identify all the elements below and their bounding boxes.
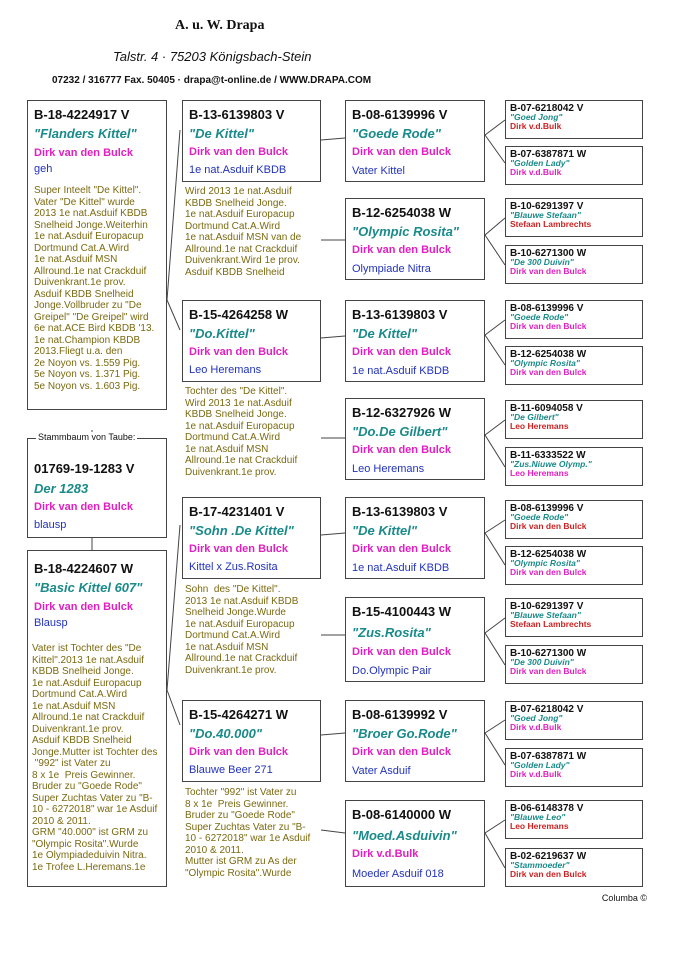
gen4-ring: B-12-6254038 W (510, 549, 587, 560)
gen4-breeder: Dirk van den Bulck (510, 321, 587, 331)
gen3-name: "Zus.Rosita" (352, 625, 431, 640)
gen2-notes-1: Wird 2013 1e nat.Asduif KBDB Snelheid Jonge. 1e nat.Asduif Europacup Dortmund Cat.A.Wird 1e nat.Asduif MSN van de Allround.1e nat Crackduif Duivenkrant.Wird 1e prov. Asduif KBDB Snelheid (185, 186, 302, 278)
gen3-extra: Vater Asduif (352, 765, 411, 777)
footer-credit: Columba © (601, 893, 647, 903)
gen4-card-7 (505, 400, 643, 439)
gen3-card-6 (345, 597, 485, 682)
breeder-name: A. u. W. Drapa (175, 18, 265, 33)
gen4-ring: B-10-6271300 W (510, 248, 587, 259)
gen4-name: "Olympic Rosita" (510, 558, 580, 568)
gen4-name: "Blauwe Stefaan" (510, 210, 581, 220)
gen3-extra: Olympiade Nitra (352, 263, 431, 275)
gen4-ring: B-11-6094058 V (510, 403, 583, 414)
gen3-name: "De Kittel" (352, 326, 418, 341)
gen4-ring: B-08-6139996 V (510, 503, 584, 514)
gen4-name: "Stammoeder" (510, 860, 570, 870)
subject-color: blausp (34, 519, 67, 531)
gen4-ring: B-06-6148378 V (510, 803, 584, 814)
gen2-card-1 (182, 100, 321, 182)
gen4-card-11 (505, 598, 643, 637)
gen3-breeder: Dirk v.d.Bulk (352, 848, 419, 860)
gen4-breeder: Dirk van den Bulck (510, 266, 587, 276)
gen2-breeder: Dirk van den Bulck (189, 543, 289, 555)
gen4-ring: B-07-6387871 W (510, 751, 587, 762)
gen4-name: "Golden Lady" (510, 158, 570, 168)
gen4-breeder: Dirk van den Bulck (510, 869, 587, 879)
dam-card (27, 550, 167, 887)
gen3-ring: B-13-6139803 V (352, 504, 448, 519)
gen3-extra: Leo Heremans (352, 463, 425, 475)
subject-name: Der 1283 (34, 481, 89, 496)
gen3-ring: B-12-6254038 W (352, 205, 451, 220)
sire-card (27, 100, 167, 410)
gen4-card-2 (505, 146, 643, 185)
sire-breeder: Dirk van den Bulck (34, 147, 134, 159)
gen3-breeder: Dirk van den Bulck (352, 646, 452, 658)
dam-ring: B-18-4224607 W (34, 561, 133, 576)
gen3-breeder: Dirk van den Bulck (352, 346, 452, 358)
gen4-name: "Goed Jong" (510, 112, 563, 122)
gen4-ring: B-10-6271300 W (510, 648, 587, 659)
gen4-card-10 (505, 546, 643, 585)
gen4-card-8 (505, 447, 643, 486)
sire-notes: Super Inteelt "De Kittel". Vater "De Kittel" wurde 2013 1e nat.Asduif KBDB Snelheid Jonge.Weiterhin 1e nat.Asduif Europacup Dortmund Cat.A.Wird 1e nat.Asduif MSN Allround.1e nat Crackduif Duivenkrant.1e prov. Asduif KBDB Snelheid Jonge.Vollbruder zu "De Greipel" "De Greipel" wird 6e nat.ACE Bird KBDB '13. 1e nat.Champion KBDB 2013.Fliegt u.a. den 2e Noyon vs. 1.559 Pig. 5e Noyon vs. 1.371 Pig. 5e Noyon vs. 1.603 Pig. (34, 185, 155, 392)
gen3-ring: B-08-6140000 W (352, 807, 451, 822)
dam-color: Blausp (34, 617, 68, 629)
subject-card (27, 438, 167, 538)
gen4-card-16 (505, 848, 643, 887)
gen4-card-6 (505, 346, 643, 385)
gen2-ring: B-15-4264271 W (189, 707, 288, 722)
subject-breeder: Dirk van den Bulck (34, 501, 134, 513)
gen4-breeder: Dirk v.d.Bulk (510, 167, 562, 177)
gen4-breeder: Dirk v.d.Bulk (510, 121, 562, 131)
gen4-card-13 (505, 701, 643, 740)
gen2-name: "Do.Kittel" (189, 326, 255, 341)
gen4-ring: B-07-6218042 V (510, 103, 584, 114)
gen3-ring: B-08-6139996 V (352, 107, 448, 122)
gen4-breeder: Stefaan Lambrechts (510, 619, 592, 629)
breeder-contact: 07232 / 316777 Fax. 50405 · drapa@t-online.de / WWW.DRAPA.COM (52, 75, 372, 86)
gen2-breeder: Dirk van den Bulck (189, 746, 289, 758)
gen3-breeder: Dirk van den Bulck (352, 444, 452, 456)
gen4-ring: B-10-6291397 V (510, 601, 584, 612)
gen3-card-5 (345, 497, 485, 579)
gen3-breeder: Dirk van den Bulck (352, 746, 452, 758)
gen4-breeder: Dirk v.d.Bulk (510, 722, 562, 732)
gen3-card-8 (345, 800, 485, 887)
gen4-name: "Zus.Niuwe Olymp." (510, 459, 592, 469)
gen4-name: "Blauwe Leo" (510, 812, 566, 822)
gen4-ring: B-08-6139996 V (510, 303, 584, 314)
sire-ring: B-18-4224917 V (34, 107, 130, 122)
gen3-name: "Olympic Rosita" (352, 224, 459, 239)
gen2-extra: Blauwe Beer 271 (189, 764, 273, 776)
gen2-breeder: Dirk van den Bulck (189, 346, 289, 358)
gen4-ring: B-07-6387871 W (510, 149, 587, 160)
gen2-extra: Kittel x Zus.Rosita (189, 561, 278, 573)
gen3-ring: B-08-6139992 V (352, 707, 448, 722)
gen4-breeder: Dirk van den Bulck (510, 367, 587, 377)
gen2-ring: B-15-4264258 W (189, 307, 288, 322)
gen4-name: "Goede Rode" (510, 312, 569, 322)
gen4-name: "Golden Lady" (510, 760, 570, 770)
gen3-ring: B-12-6327926 W (352, 405, 451, 420)
gen2-extra: Leo Heremans (189, 364, 262, 376)
gen4-card-1 (505, 100, 643, 139)
dam-name: "Basic Kittel 607" (34, 580, 143, 595)
gen4-ring: B-10-6291397 V (510, 201, 584, 212)
gen3-card-7 (345, 700, 485, 782)
subject-ring: 01769-19-1283 V (34, 461, 135, 476)
gen2-ring: B-13-6139803 V (189, 107, 285, 122)
gen3-card-1 (345, 100, 485, 182)
gen4-name: "Blauwe Stefaan" (510, 610, 581, 620)
gen2-extra: 1e nat.Asduif KBDB (189, 164, 287, 176)
sire-name: "Flanders Kittel" (34, 126, 137, 141)
gen2-notes-2: Tochter des "De Kittel". Wird 2013 1e nat.Asduif KBDB Snelheid Jonge. 1e nat.Asduif Europacup Dortmund Cat.A.Wird 1e nat.Asduif MSN Allround.1e nat Crackduif Duivenkrant.1e prov. (185, 386, 298, 478)
gen4-ring: B-07-6218042 V (510, 704, 584, 715)
gen4-ring: B-12-6254038 W (510, 349, 587, 360)
gen2-card-4 (182, 700, 321, 782)
gen3-breeder: Dirk van den Bulck (352, 146, 452, 158)
gen3-extra: Moeder Asduif 018 (352, 868, 444, 880)
gen4-card-4 (505, 245, 643, 284)
gen4-card-5 (505, 300, 643, 339)
gen4-breeder: Dirk van den Bulck (510, 521, 587, 531)
gen2-notes-3: Sohn des "De Kittel". 2013 1e nat.Asduif KBDB Snelheid Jonge.Wurde 1e nat.Asduif Europacup Dortmund Cat.A.Wird 1e nat.Asduif MSN Allround.1e nat Crackduif Duivenkrant.1e prov. (185, 584, 299, 676)
gen4-breeder: Leo Heremans (510, 821, 569, 831)
dam-breeder: Dirk van den Bulck (34, 601, 134, 613)
gen4-card-12 (505, 645, 643, 684)
gen3-card-2 (345, 198, 485, 280)
gen4-card-9 (505, 500, 643, 539)
gen4-card-3 (505, 198, 643, 237)
gen2-notes-4: Tochter "992" ist Vater zu 8 x 1e Preis Gewinner. Bruder zu "Goede Rode" Super Zuchtas Vater zu "B- 10 - 6272018" war 1e Asduif 2010 & 2011. Mutter ist GRM zu As der "Olympic Rosita".Wurde (185, 787, 311, 879)
sire-color: geh (34, 163, 53, 175)
gen4-ring: B-02-6219637 W (510, 851, 587, 862)
gen4-breeder: Dirk van den Bulck (510, 567, 587, 577)
gen4-breeder: Dirk v.d.Bulk (510, 769, 562, 779)
gen4-breeder: Leo Heremans (510, 468, 569, 478)
gen3-card-3 (345, 300, 485, 382)
subject-caption: Stammbaum von Taube: (38, 432, 136, 442)
gen4-card-14 (505, 748, 643, 787)
gen3-breeder: Dirk van den Bulck (352, 543, 452, 555)
gen4-ring: B-11-6333522 W (510, 450, 586, 461)
gen3-extra: Vater Kittel (352, 165, 405, 177)
gen3-name: "Goede Rode" (352, 126, 441, 141)
gen3-extra: 1e nat.Asduif KBDB (352, 365, 450, 377)
gen4-name: "Goed Jong" (510, 713, 563, 723)
gen2-card-2 (182, 300, 321, 382)
gen2-name: "Do.40.000" (189, 726, 263, 741)
gen3-name: "Do.De Gilbert" (352, 424, 448, 439)
gen4-name: "De 300 Duivin" (510, 257, 574, 267)
gen4-breeder: Stefaan Lambrechts (510, 219, 592, 229)
gen3-name: "Broer Go.Rode" (352, 726, 457, 741)
gen4-name: "De 300 Duivin" (510, 657, 574, 667)
gen4-name: "De Gilbert" (510, 412, 559, 422)
gen2-name: "De Kittel" (189, 126, 255, 141)
gen3-name: "Moed.Asduivin" (352, 828, 457, 843)
gen2-breeder: Dirk van den Bulck (189, 146, 289, 158)
gen3-extra: Do.Olympic Pair (352, 665, 432, 677)
breeder-address: Talstr. 4 · 75203 Königsbach-Stein (113, 49, 312, 64)
gen4-name: "Goede Rode" (510, 512, 569, 522)
gen3-breeder: Dirk van den Bulck (352, 244, 452, 256)
gen3-card-4 (345, 398, 485, 480)
dam-notes: Vater ist Tochter des "De Kittel".2013 1e nat.Asduif KBDB Snelheid Jonge. 1e nat.Asduif Europacup Dortmund Cat.A.Wird 1e nat.Asduif MSN Allround.1e nat Crackduif Duivenkrant.1e prov. Asduif KBDB Snelheid Jonge.Mutter ist Tochter des "992" ist Vater zu 8 x 1e Preis Gewinner. Bruder zu "Goede Rode" Super Zuchtas Vater zu "B- 10 - 6272018" war 1e Asduif 2010 & 2011. GRM "40.000" ist GRM zu "Olympic Rosita".Wurde 1e Olympiadeduivin Nitra. 1e Trofee L.Heremans.1e (32, 643, 158, 873)
gen3-extra: 1e nat.Asduif KBDB (352, 562, 450, 574)
gen4-breeder: Dirk van den Bulck (510, 666, 587, 676)
gen2-card-3 (182, 497, 321, 579)
gen4-name: "Olympic Rosita" (510, 358, 580, 368)
gen2-ring: B-17-4231401 V (189, 504, 285, 519)
gen4-card-15 (505, 800, 643, 839)
gen3-ring: B-13-6139803 V (352, 307, 448, 322)
gen3-ring: B-15-4100443 W (352, 604, 451, 619)
gen4-breeder: Leo Heremans (510, 421, 569, 431)
gen3-name: "De Kittel" (352, 523, 418, 538)
gen2-name: "Sohn .De Kittel" (189, 523, 294, 538)
